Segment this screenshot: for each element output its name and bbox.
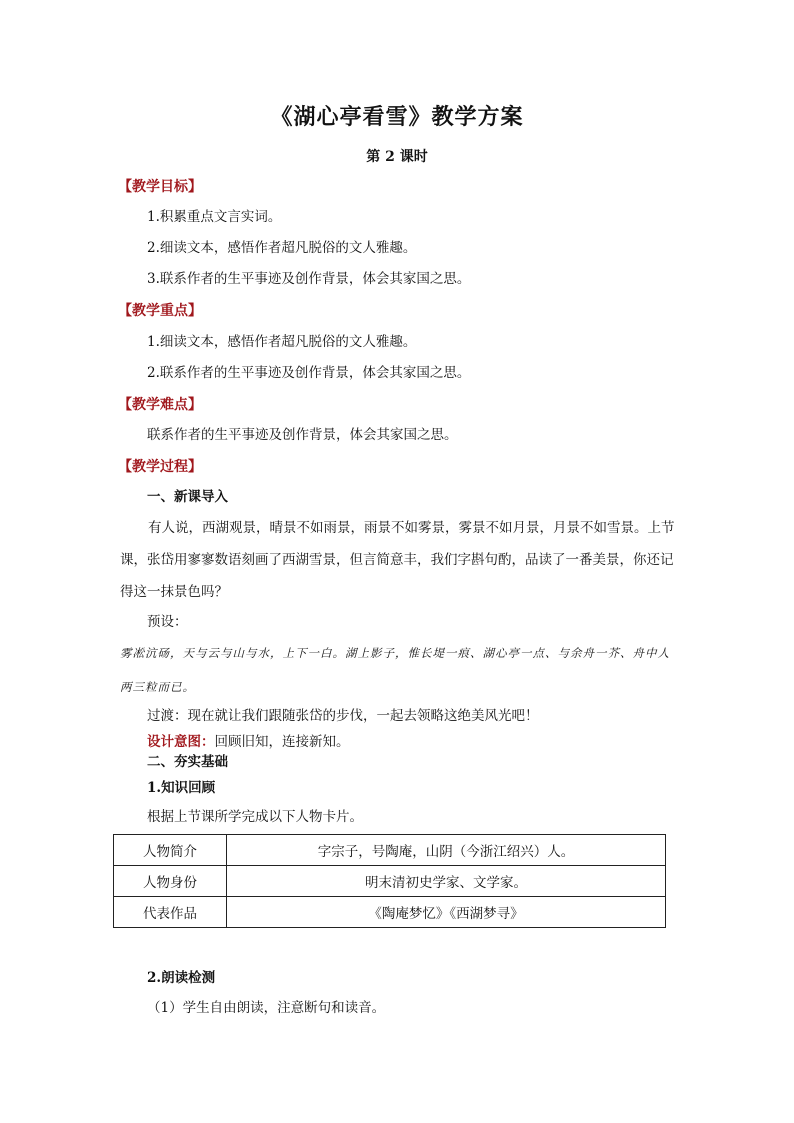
sub1-title: 1.知识回顾 [147, 780, 216, 796]
difficulty-heading: 【教学难点】 [118, 397, 202, 413]
sub1-text: 根据上节课所学完成以下人物卡片。 [147, 809, 363, 825]
goal-item: 3.联系作者的生平事迹及创作背景，体会其家国之思。 [147, 271, 471, 287]
row-label: 人物简介 [114, 835, 227, 866]
row-label: 人物身份 [114, 866, 227, 897]
sub2-text: （1）学生自由朗读，注意断句和读音。 [147, 1000, 386, 1016]
transition-text: 过渡：现在就让我们跟随张岱的步伐，一起去领略这绝美风光吧！ [147, 708, 539, 724]
goal-item: 1.积累重点文言实词。 [147, 209, 282, 225]
row-value: 明末清初史学家、文学家。 [227, 866, 666, 897]
table-row [114, 835, 666, 866]
process-heading: 【教学过程】 [118, 459, 202, 475]
difficulty-text: 联系作者的生平事迹及创作背景，体会其家国之思。 [147, 427, 458, 443]
page-title: 《湖心亭看雪》教学方案 [270, 104, 524, 130]
preset-label: 预设： [147, 614, 188, 630]
design-text: 回顾旧知，连接新知。 [214, 734, 350, 750]
lesson-number: 第 2 课时 [366, 149, 428, 165]
design-intent [147, 732, 350, 752]
goals-heading: 【教学目标】 [118, 179, 202, 195]
preset-quote: 雾凇沆砀，天与云与山与水，上下一白。湖上影子，惟长堤一痕、湖心亭一点、与余舟一芥、舟中人两三粒而已。 [120, 646, 670, 694]
table-row [114, 866, 666, 897]
key-point-item: 1.细读文本，感悟作者超凡脱俗的文人雅趣。 [147, 334, 417, 350]
key-point-item: 2.联系作者的生平事迹及创作背景，体会其家国之思。 [147, 365, 471, 381]
character-card-table [113, 834, 666, 928]
row-value: 字宗子，号陶庵，山阴（今浙江绍兴）人。 [227, 835, 666, 866]
goal-item: 2.细读文本，感悟作者超凡脱俗的文人雅趣。 [147, 240, 417, 256]
sub2-title: 2.朗读检测 [147, 970, 216, 986]
table-row [114, 897, 666, 928]
step1-title: 一、新课导入 [147, 489, 228, 505]
row-value: 《陶庵梦忆》《西湖梦寻》 [227, 897, 666, 928]
step2-title: 二、夯实基础 [147, 754, 228, 770]
intro-paragraph [120, 512, 676, 608]
row-label: 代表作品 [114, 897, 227, 928]
key-points-heading: 【教学重点】 [118, 303, 202, 319]
intro-text: 有人说，西湖观景，晴景不如雨景，雨景不如雾景，雾景不如月景，月景不如雪景。上节课，张岱用寥寥数语刻画了西湖雪景，但言简意丰，我们字斟句酌，品读了一番美景，你还记得这一抹景色吗？ [120, 520, 675, 600]
design-label: 设计意图： [147, 734, 215, 750]
